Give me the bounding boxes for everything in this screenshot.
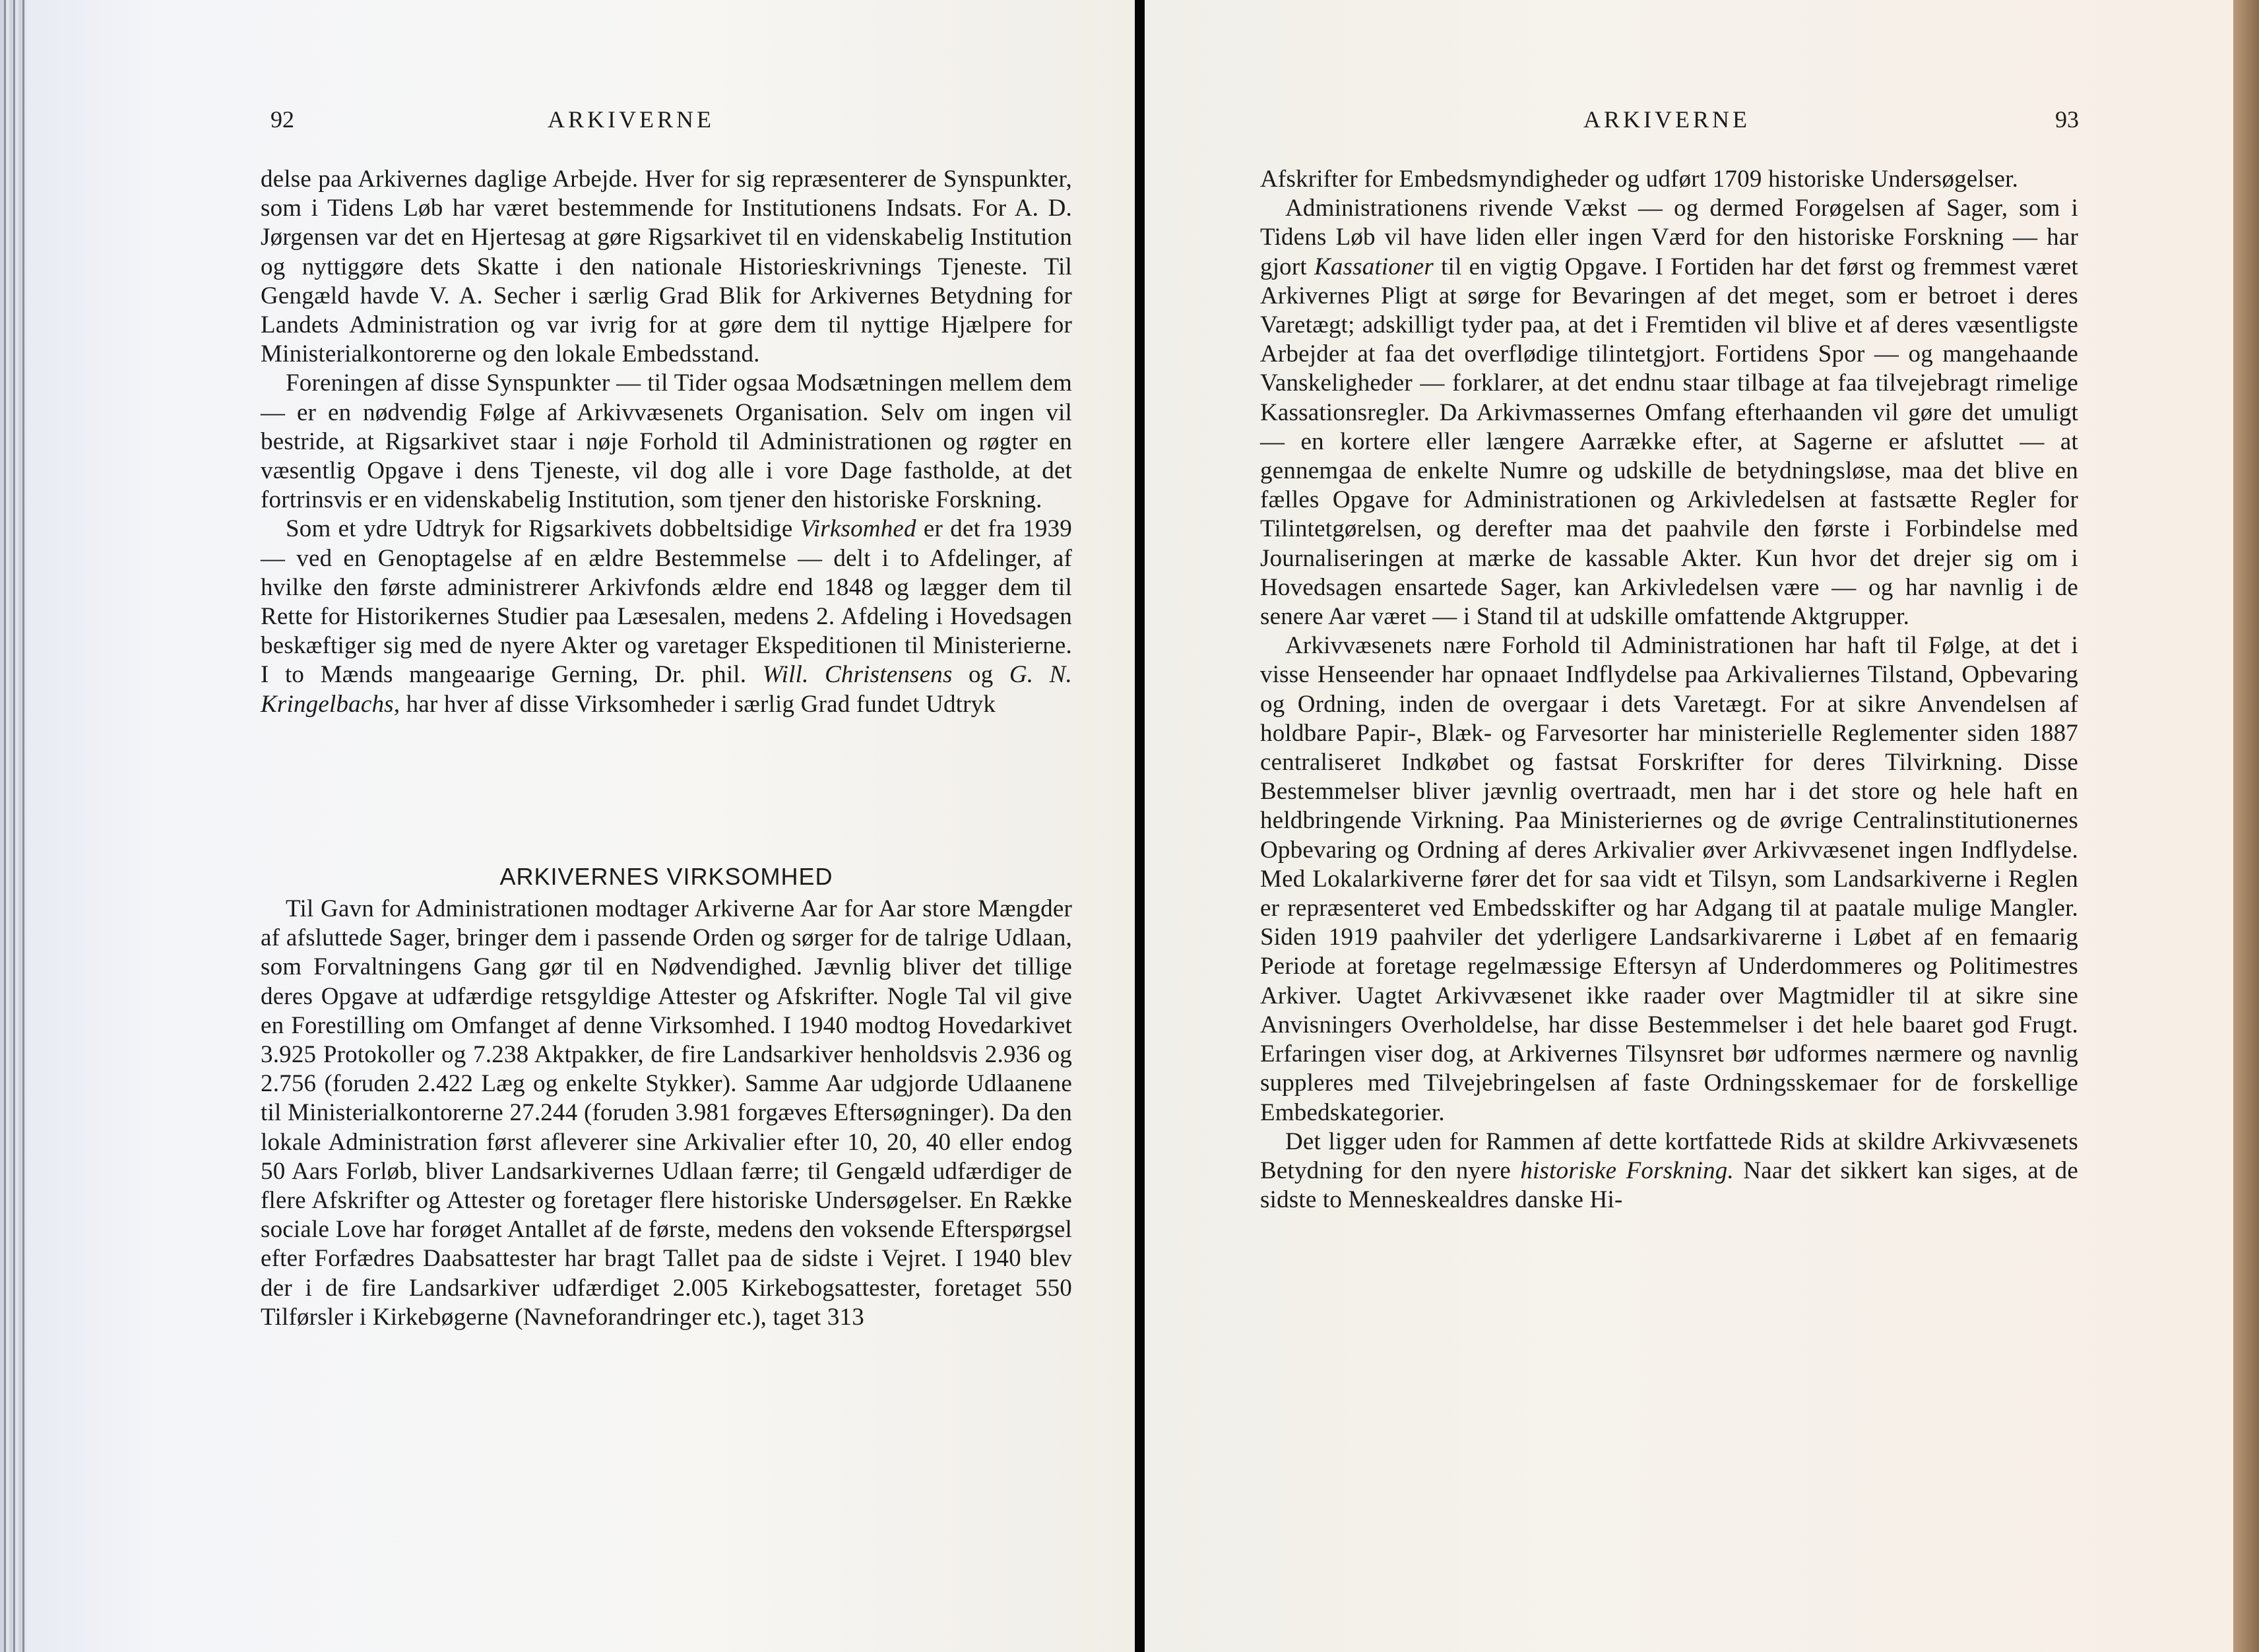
running-head: ARKIVERNE [1583, 106, 1750, 133]
left-page [26, 0, 1135, 1652]
paragraph: Det ligger uden for Rammen af dette kortfattede Rids at skildre Arkivvæsenets Betydning for den nyere historiske Forskning. Naar det sikkert kan siges, at de sidste to Menneskealdres danske Hi- [1260, 1128, 2079, 1214]
paragraph: delse paa Arkivernes daglige Arbejde. Hver for sig repræsenterer de Synspunkter, som i Tidens Løb har været bestemmende for Institutionens Indsats. For A. D. Jørgensen var det en Hjertesag at gøre Rigsarkivet til en videnskabelig Institution og nyttiggøre dets Skatte i den nationale Historieskrivnings Tjeneste. Til Gengæld havde V. A. Secher i særlig Grad Blik for Arkivernes Betydning for Landets Administration og var ivrig for at gøre dem til nyttige Hjælpere for Ministerialkontorerne og den lokale Embedsstand. [261, 166, 1072, 368]
page-number: 92 [270, 106, 294, 133]
paragraph: Administrationens rivende Vækst — og dermed Forøgelsen af Sager, som i Tidens Løb vil have liden eller ingen Værd for den historiske Forskning — har gjort Kassationer til en vigtig Opgave. I Fortiden har det først og fremmest været Arkivernes Pligt at sørge for Bevaringen af det meget, som er betroet i deres Varetægt; adskilligt tyder paa, at det i Fremtiden vil blive et af deres væsentligste Arbejder at faa det overflødige tilintetgjort. Fortidens Spor — og mangehaande Vanskeligheder — forklarer, at det endnu staar tilbage at faa tilvejebragt rimelige Kassationsregler. Da Arkivmassernes Omfang efterhaanden vil gøre det umuligt — en kortere eller længere Aarrække efter, at Sagerne er afsluttet — at gennemgaa de enkelte Numre og udskille de betydningsløse, maa det blive en fælles Opgave for Administrationen og Arkivledelsen at fastsætte Regler for Tilintetgørelsen, og derefter maa det paahvile den første i Forbindelse med Journaliseringen at mærke de kassable Akter. Kun hvor det drejer sig om i Hovedsagen ensartede Sager, kan Arkivledelsen være — og har navnlig i de senere Aar været — i Stand til at udskille omfattende Aktgrupper. [1260, 195, 2078, 631]
running-head: ARKIVERNE [548, 106, 715, 133]
section-heading: ARKIVERNES VIRKSOMHED [499, 863, 833, 890]
right-page [1145, 0, 2233, 1652]
paragraph: Arkivvæsenets nære Forhold til Administrationen har haft til Følge, at det i visse Henseender har opnaaet Indflydelse paa Arkivaliernes Tilstand, Opbevaring og Ordning, inden de overgaar i dets Varetægt. For at sikre Anvendelsen af holdbare Papir-, Blæk- og Farvesorter har ministerielle Reglementer siden 1887 centraliseret Indkøbet og fastsat Forskrifter for deres Tilvirkning. Disse Bestemmelser bliver jævnlig overtraadt, men har i det store og hele haft en heldbringende Virkning. Paa Ministeriernes og de øvrige Centralinstitutionernes Opbevaring og Ordning af deres Arkivalier øver Arkivvæsenet ingen Indflydelse. Med Lokalarkiverne fører det for saa vidt et Tilsyn, som Landsarkiverne i Reglen er repræsenteret ved Embedsskifter og har Adgang til at paatale mulige Mangler. Siden 1919 paahviler det yderligere Landsarkivarerne i Løbet af en femaarig Periode at foretage regelmæssige Eftersyn af Underdommeres og Politimestres Arkiver. Uagtet Arkivvæsenet ikke raader over Magtmidler til at sikre sine Anvisningers Overholdelse, har disse Bestemmelser i det hele baaret god Frugt. Erfaringen viser dog, at Arkivernes Tilsynsret bør udformes nærmere og navnlig suppleres med Tilvejebringelsen af faste Ordningsskemaer for de forskellige Embedskategorier. [1260, 632, 2078, 1126]
book-gutter [1135, 0, 1145, 1652]
paragraph: Til Gavn for Administrationen modtager Arkiverne Aar for Aar store Mængder af afsluttede Sager, bringer dem i passende Orden og sørger for de talrige Udlaan, som Forvaltningens Gang gør til en Nødvendighed. Jævnlig bliver det tillige deres Opgave at udfærdige retsgyldige Attester og Afskrifter. Nogle Tal vil give en Forestilling om Omfanget af denne Virksomhed. I 1940 modtog Hovedarkivet 3.925 Protokoller og 7.238 Aktpakker, de fire Landsarkiver henholdsvis 2.936 og 2.756 (foruden 2.422 Læg og enkelte Stykker). Samme Aar udgjorde Udlaanene til Ministerialkontorerne 27.244 (foruden 3.981 forgæves Eftersøgninger). Da den lokale Administration først afleverer sine Arkivalier efter 10, 20, 40 eller endog 50 Aars Forløb, bliver Landsarkivernes Udlaan færre; til Gengæld udfærdiger de flere Afskrifter og Attester og foretager flere historiske Undersøgelser. En Række sociale Love har forøget Antallet af de første, medens den voksende Efterspørgsel efter Forfædres Daabsattester har bragt Tallet paa de sidste i Vejret. I 1940 blev der i de fire Landsarkiver udfærdiget 2.005 Kirkebogsattester, foretaget 550 Tilførsler i Kirkebøgerne (Navneforandringer etc.), taget 313 [261, 895, 1072, 1331]
left-body-text [261, 165, 1072, 719]
book-cover-edge [2233, 0, 2259, 1652]
paragraph: Som et ydre Udtryk for Rigsarkivets dobbeltsidige Virksomhed er det fra 1939 — ved en Genoptagelse af en ældre Bestemmelse — delt i to Afdelinger, af hvilke den første administrerer Arkivfonds ældre end 1848 og lægger dem til Rette for Historikernes Studier paa Læsesalen, medens 2. Afdeling i Hovedsagen beskæftiger sig med de nyere Akter og varetager Ekspeditionen til Ministerierne. I to Mænds mangeaarige Gerning, Dr. phil. Will. Christensens og G. N. Kringelbachs, har hver af disse Virksomheder i særlig Grad fundet Udtryk [261, 515, 1072, 718]
right-body-text [1260, 165, 2078, 1215]
paragraph: Afskrifter for Embedsmyndigheder og udført 1709 historiske Undersøgelser. [1260, 166, 2019, 193]
paragraph: Foreningen af disse Synspunkter — til Tider ogsaa Modsætningen mellem dem — er en nødvendig Følge af Arkivvæsenets Organisation. Selv om ingen vil bestride, at Rigsarkivet staar i nøje Forhold til Administrationen og røgter en væsentlig Opgave i dens Tjeneste, vil dog alle i vore Dage fastholde, at det fortrinsvis er en videnskabelig Institution, som tjener den historiske Forskning. [261, 369, 1072, 514]
left-section-text [261, 895, 1072, 1332]
page-number: 93 [2055, 106, 2079, 133]
